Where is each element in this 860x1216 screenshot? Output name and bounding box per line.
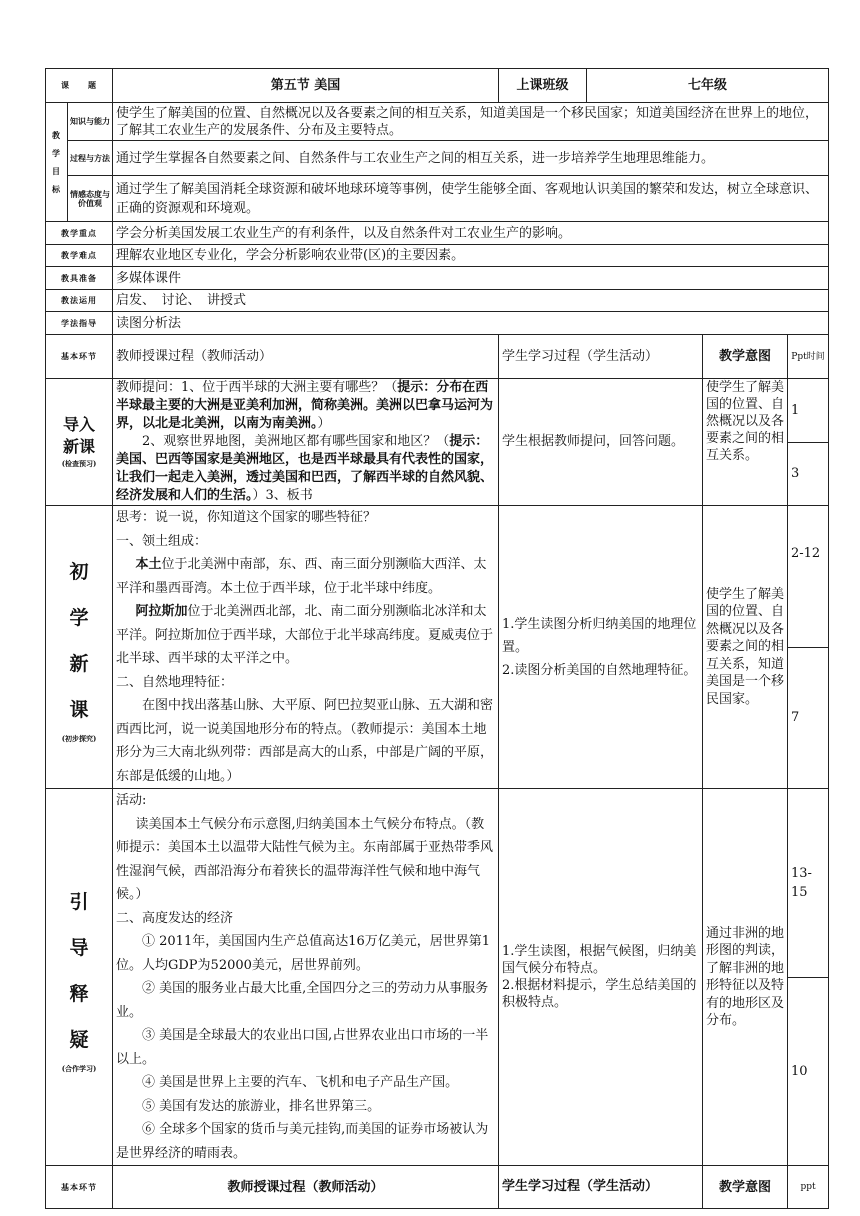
objective-label: 过程与方法 (68, 141, 113, 176)
section-learn-row-a (46, 506, 829, 648)
class-label: 上课班级 (499, 69, 587, 103)
guide-teacher-text: 活动: 读美国本土气候分布示意图,归纳美国本土气候分布特点。（教师提示：美国本土以温带大陆性气候为主。东南部属于亚热带季风性湿润气候，西部沿海分布着狭长的温带海洋性气候和地中海气候。） 二、高度发达的经济 ① 2011年，美国国内生产总值高达16万亿美元，居世界第1位。人均GDP为52000美元，居世界前列。 ② 美国的服务业占最大比重,全国四分之三的劳动力从事服务业。 ③ 美国是全球最大的农业出口国,占世界农业出口市场的一半以上。 ④ 美国是世界上主要的汽车、飞机和电子产品生产国。 ⑤ 美国有发达的旅游业，排名世界第三。 ⑥ 全球多个国家的货币与美元挂钩,而美国的证券市场被认为是世界经济的晴雨表。 (113, 789, 499, 1166)
col-ppt: Ppt时间 (788, 335, 829, 379)
objective-text: 使学生了解美国的位置、自然概况以及各要素之间的相互关系，知道美国是一个移民国家；知道美国经济在世界上的地位，了解其工农业生产的发展条件、分布及主要特点。 (113, 103, 829, 141)
guide-ppt-a: 13-15 (788, 789, 829, 978)
footer-col-intent: 教学意图 (703, 1166, 788, 1209)
col-teacher: 教师授课过程（教师活动） (113, 335, 499, 379)
guide-intent-text: 通过非洲的地形图的判读，了解非洲的地形特征以及特有的地形区及分布。 (703, 789, 788, 1166)
intro-student-text: 学生根据教师提问，回答问题。 (499, 379, 703, 506)
objective-row-attitude (46, 176, 829, 222)
col-student: 学生学习过程（学生活动） (499, 335, 703, 379)
intro-ppt-a: 1 (788, 379, 829, 443)
info-row-key-point (46, 222, 829, 245)
footer-col-teacher: 教师授课过程（教师活动） (113, 1166, 499, 1209)
objective-label: 知识与能力 (68, 103, 113, 141)
col-stage: 基本环节 (46, 335, 113, 379)
section-intro-row-a (46, 379, 829, 443)
objective-row-process (46, 141, 829, 176)
learn-teacher-text: 思考：说一说，你知道这个国家的哪些特征？ 一、领土组成： 本土位于北美洲中南部，东、西、南三面分别濒临大西洋、太平洋和墨西哥湾。本土位于西半球，位于北半球中纬度。 阿拉斯加位于北美洲西北部，北、南二面分别濒临北冰洋和太平洋。阿拉斯加位于西半球，大部位于北半球高纬度。夏威夷位于北半球、西半球的太平洋之中。 二、自然地理特征： 在图中找出落基山脉、大平原、阿巴拉契亚山脉、五大湖和密西西比河，说一说美国地形分布的特点。（教师提示：美国本土地形分为三大南北纵列带：西部是高大的山系，中部是广阔的平原，东部是低缓的山地。） (113, 506, 499, 789)
info-text: 启发、 讨论、 讲授式 (113, 290, 829, 312)
guide-student-text: 1.学生读图，根据气候图，归纳美国气候分布特点。 2.根据材料提示，学生总结美国的积极特点。 (499, 789, 703, 1166)
objective-row-knowledge (46, 103, 829, 141)
stage-learn: 初 学 新 课 (初步探究) (46, 506, 113, 789)
learn-ppt-a: 2-12 (788, 506, 829, 648)
info-label: 教法运用 (46, 290, 113, 312)
intro-teacher-text: 教师提问：1、位于西半球的大洲主要有哪些？（提示：分布在西半球最主要的大洲是亚美利加洲，简称美洲。美洲以巴拿马运河为界，以北是北美洲，以南为南美洲。） 2、观察世界地图，美洲地区都有哪些国家和地区？（提示：美国、巴西等国家是美洲地区，也是西半球最具有代表性的国家，让我们一起走入美洲，透过美国和巴西，了解西半球的自然风貌、经济发展和人们的生活。）3、板书 (113, 379, 499, 506)
info-row-methods (46, 290, 829, 312)
column-header-row (46, 335, 829, 379)
lesson-plan-table (45, 68, 829, 1209)
stage-intro: 导入 新课 (检查预习) (46, 379, 113, 506)
info-label: 教学重点 (46, 222, 113, 245)
learn-student-text: 1.学生读图分析归纳美国的地理位置。 2.读图分析美国的自然地理特征。 (499, 506, 703, 789)
info-text: 理解农业地区专业化，学会分析影响农业带(区)的主要因素。 (113, 245, 829, 267)
info-text: 读图分析法 (113, 312, 829, 335)
objective-label: 情感态度与价值观 (68, 176, 113, 222)
info-text: 学会分析美国发展工农业生产的有利条件，以及自然条件对工农业生产的影响。 (113, 222, 829, 245)
info-row-study-guide (46, 312, 829, 335)
info-row-tools (46, 267, 829, 290)
stage-guide: 引 导 释 疑 (合作学习) (46, 789, 113, 1166)
guide-ppt-b: 10 (788, 977, 829, 1166)
objective-text: 通过学生了解美国消耗全球资源和破坏地球环境等事例，使学生能够全面、客观地认识美国的繁荣和发达，树立全球意识、正确的资源观和环境观。 (113, 176, 829, 222)
learn-intent-text: 使学生了解美国的位置、自然概况以及各要素之间的相互关系，知道美国是一个移民国家。 (703, 506, 788, 789)
topic-value: 第五节 美国 (113, 69, 499, 103)
info-label: 教学难点 (46, 245, 113, 267)
info-text: 多媒体课件 (113, 267, 829, 290)
header-row (46, 69, 829, 103)
learn-ppt-b: 7 (788, 647, 829, 789)
info-label: 教具准备 (46, 267, 113, 290)
footer-col-student: 学生学习过程（学生活动） (499, 1166, 703, 1209)
objective-text: 通过学生掌握各自然要素之间、自然条件与工农业生产之间的相互关系，进一步培养学生地理思维能力。 (113, 141, 829, 176)
intro-intent-text: 使学生了解美国的位置、自然概况以及各要素之间的相互关系。 (703, 379, 788, 506)
class-value: 七年级 (587, 69, 829, 103)
topic-label: 课 题 (46, 69, 113, 103)
footer-col-ppt: ppt (788, 1166, 829, 1209)
section-guide-row-a (46, 789, 829, 978)
footer-header-row (46, 1166, 829, 1209)
info-label: 学法指导 (46, 312, 113, 335)
col-intent: 教学意图 (703, 335, 788, 379)
intro-ppt-b: 3 (788, 442, 829, 506)
footer-col-stage: 基本环节 (46, 1166, 113, 1209)
info-row-difficulty (46, 245, 829, 267)
objectives-group-label: 教 学 目 标 (46, 103, 68, 222)
